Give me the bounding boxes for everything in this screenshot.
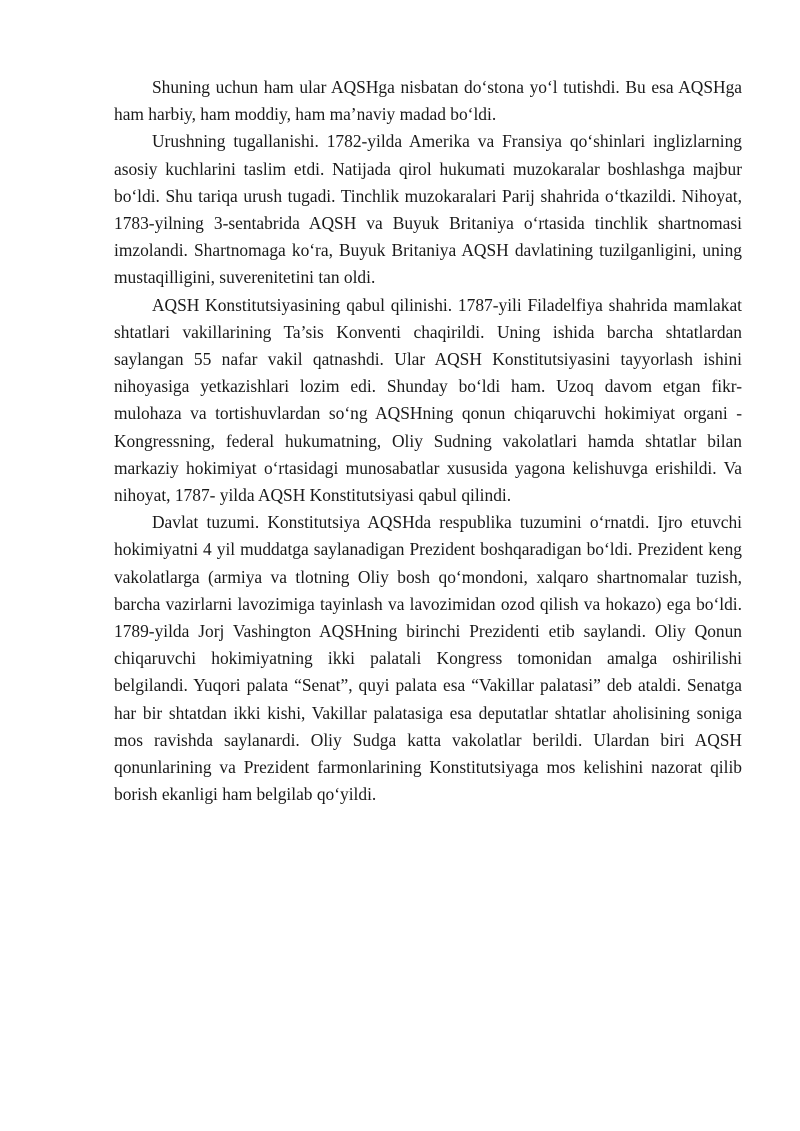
paragraph-constitution-adoption: AQSH Konstitutsiyasining qabul qilinishi. 1787-yili Filadelfiya shahrida mamlakat shtatlari vakillarining Ta’sis Konventi chaqirildi. Uning ishida barcha shtatlardan saylangan 55 nafar vakil qatnashdi. Ular AQSH Konstitutsiyasini tayyorlash ishini nihoyasiga yetkazishlari lozim edi. Shunday bo‘ldi ham. Uzoq davom etgan fikr-mulohaza va tortishuvlardan so‘ng AQSHning qonun chiqaruvchi hokimiyat organi -Kongressning, federal hukumatning, Oliy Sudning vakolatlari hamda shtatlar bilan markaziy hokimiyat o‘rtasidagi munosabatlar xususida yagona kelishuvga erishildi. Va nihoyat, 1787- yilda AQSH Konstitutsiyasi qabul qilindi. bbox=[114, 294, 742, 506]
paragraph-war-ending: Urushning tugallanishi. 1782-yilda Amerika va Fransiya qo‘shinlari inglizlarning asosiy kuchlarini taslim etdi. Natijada qirol hukumati muzokaralar boshlashga majbur bo‘ldi. Shu tariqa urush tugadi. Tinchlik muzokaralari Parij shahrida o‘tkazildi. Nihoyat, 1783-yilning 3-sentabrida AQSH va Buyuk Britaniya o‘rtasida tinchlik shartnomasi imzolandi. Shartnomaga ko‘ra, Buyuk Britaniya AQSH davlatining tuzilganligini, uning mustaqilligini, suverenitetini tan oldi. bbox=[114, 131, 742, 288]
document-body bbox=[114, 74, 742, 808]
paragraph-state-system: Davlat tuzumi. Konstitutsiya AQSHda respublika tuzumini o‘rnatdi. Ijro etuvchi hokimiyatni 4 yil muddatga saylanadigan Prezident boshqaradigan bo‘ldi. Prezident keng vakolatlarga (armiya va tlotning Oliy bosh qo‘mondoni, xalqaro shartnomalar tuzish, barcha vazirlarni lavozimiga tayinlash va lavozimidan ozod qilish va hokazo) ega bo‘ldi. 1789-yilda Jorj Vashington AQSHning birinchi Prezidenti etib saylandi. Oliy Qonun chiqaruvchi hokimiyatning ikki palatali Kongress tomonidan amalga oshirilishi belgilandi. Yuqori palata “Senat”, quyi palata esa “Vakillar palatasi” deb ataldi. Senatga har bir shtatdan ikki kishi, Vakillar palatasiga esa deputatlar shtatlar aholisining soniga mos ravishda saylanardi. Oliy Sudga katta vakolatlar berildi. Ulardan biri AQSH qonunlarining va Prezident farmonlarining Konstitutsiyaga mos kelishini nazorat qilib borish ekanligi ham belgilab qo‘yildi. bbox=[114, 512, 742, 805]
paragraph-intro: Shuning uchun ham ular AQSHga nisbatan do‘stona yo‘l tutishdi. Bu esa AQSHga ham harbiy, ham moddiy, ham ma’naviy madad bo‘ldi. bbox=[114, 77, 742, 125]
